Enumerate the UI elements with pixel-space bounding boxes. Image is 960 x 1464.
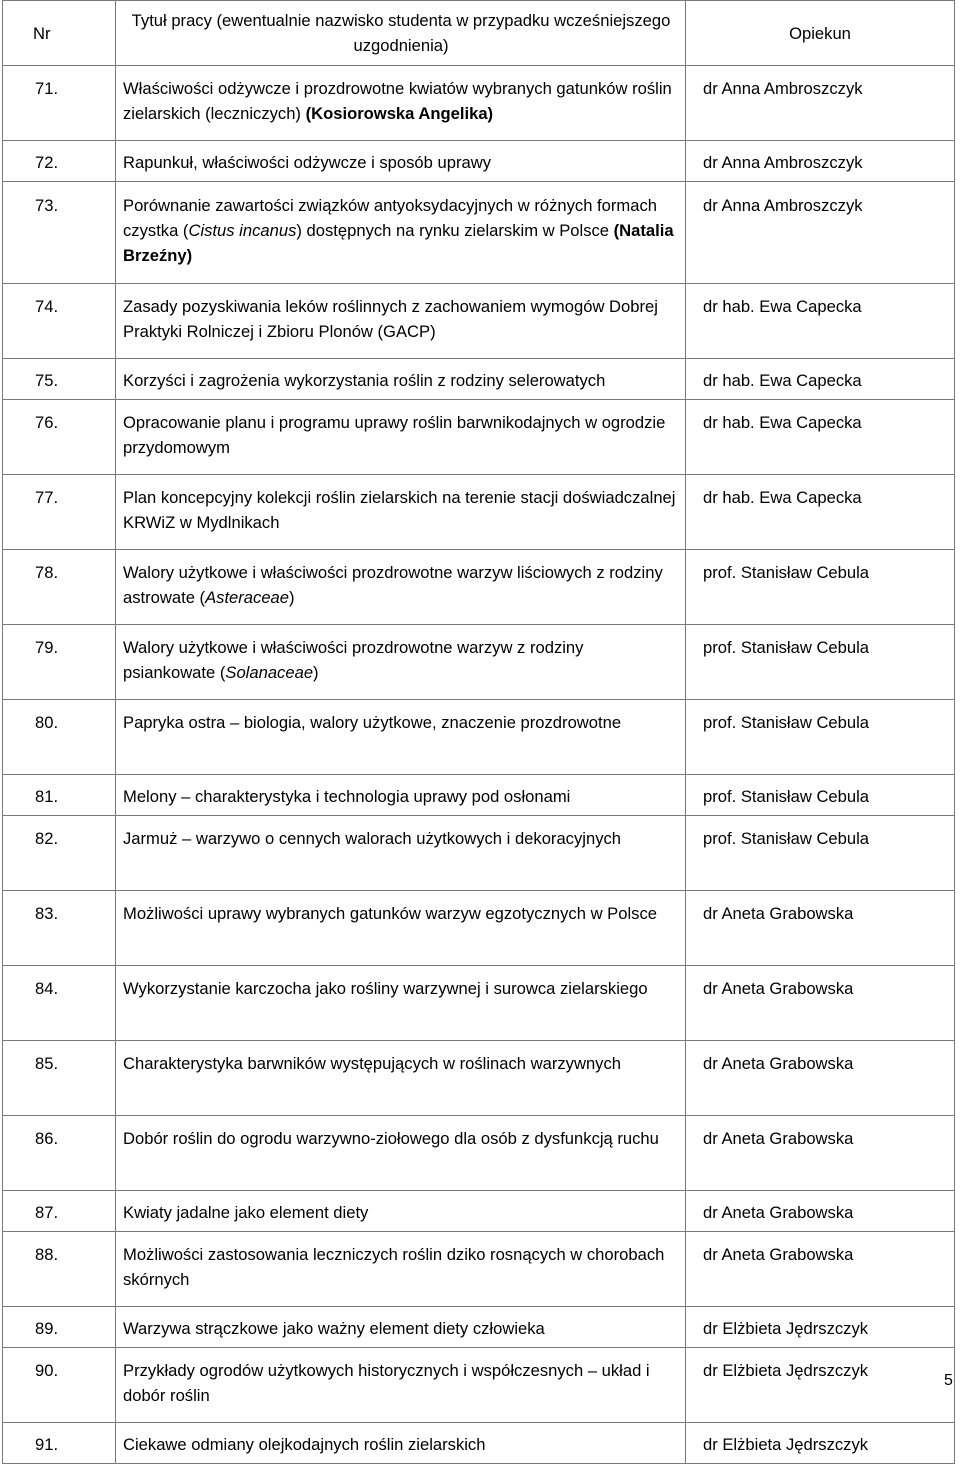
student-name: (Natalia Brzeźny) [123, 221, 674, 265]
thesis-title: Wykorzystanie karczocha jako rośliny warzywnej i surowca zielarskiego [116, 966, 686, 1041]
latin-name: Cistus incanus [188, 221, 297, 240]
thesis-title: Warzywa strączkowe jako ważny element diety człowieka [116, 1307, 686, 1348]
supervisor-name: dr Aneta Grabowska [686, 1041, 955, 1116]
header-supervisor: Opiekun [686, 1, 955, 66]
thesis-title: Charakterystyka barwników występujących w roślinach warzywnych [116, 1041, 686, 1116]
title-text: Walory użytkowe i właściwości prozdrowotne warzyw z rodziny psiankowate ( [123, 638, 584, 682]
supervisor-name: prof. Stanisław Cebula [686, 700, 955, 775]
table-row [3, 700, 955, 775]
row-number: 88. [3, 1232, 116, 1307]
thesis-title: Papryka ostra – biologia, walory użytkowe, znaczenie prozdrowotne [116, 700, 686, 775]
header-title: Tytuł pracy (ewentualnie nazwisko studenta w przypadku wcześniejszego uzgodnienia) [116, 1, 686, 66]
table-row [3, 1116, 955, 1191]
row-number: 80. [3, 700, 116, 775]
supervisor-name: dr hab. Ewa Capecka [686, 475, 955, 550]
supervisor-name: dr Elżbieta Jędrszczyk [686, 1423, 955, 1464]
table-row [3, 775, 955, 816]
title-text: Porównanie zawartości związków antyoksydacyjnych w różnych formach czystka ( [123, 196, 657, 240]
supervisor-name: dr Anna Ambroszczyk [686, 141, 955, 182]
thesis-title: Ciekawe odmiany olejkodajnych roślin zielarskich [116, 1423, 686, 1464]
table-row [3, 182, 955, 284]
row-number: 71. [3, 66, 116, 141]
table-row [3, 625, 955, 700]
row-number: 87. [3, 1191, 116, 1232]
thesis-title: Rapunkuł, właściwości odżywcze i sposób uprawy [116, 141, 686, 182]
thesis-title: Jarmuż – warzywo o cennych walorach użytkowych i dekoracyjnych [116, 816, 686, 891]
table-row [3, 550, 955, 625]
row-number: 76. [3, 400, 116, 475]
table-row [3, 966, 955, 1041]
thesis-title: Korzyści i zagrożenia wykorzystania roślin z rodziny selerowatych [116, 359, 686, 400]
row-number: 79. [3, 625, 116, 700]
header-nr: Nr [3, 1, 116, 66]
supervisor-name: dr Aneta Grabowska [686, 1232, 955, 1307]
page-number: 5 [944, 1372, 953, 1389]
supervisor-name: dr Aneta Grabowska [686, 1191, 955, 1232]
supervisor-name: dr hab. Ewa Capecka [686, 284, 955, 359]
row-number: 81. [3, 775, 116, 816]
table-row [3, 400, 955, 475]
supervisor-name: dr Anna Ambroszczyk [686, 66, 955, 141]
row-number: 78. [3, 550, 116, 625]
table-row [3, 1307, 955, 1348]
title-text: ) [289, 588, 295, 607]
table-row [3, 284, 955, 359]
supervisor-name: dr Aneta Grabowska [686, 1116, 955, 1191]
row-number: 74. [3, 284, 116, 359]
thesis-title [116, 625, 686, 700]
supervisor-name: prof. Stanisław Cebula [686, 550, 955, 625]
thesis-title: Dobór roślin do ogrodu warzywno-ziołowego dla osób z dysfunkcją ruchu [116, 1116, 686, 1191]
title-text: ) dostępnych na rynku zielarskim w Polsce [296, 221, 614, 240]
row-number: 77. [3, 475, 116, 550]
table-row [3, 1232, 955, 1307]
student-name: (Kosiorowska Angelika) [305, 104, 494, 123]
thesis-title [116, 66, 686, 141]
thesis-title [116, 182, 686, 284]
thesis-title: Przykłady ogrodów użytkowych historycznych i współczesnych – układ i dobór roślin [116, 1348, 686, 1423]
supervisor-name: dr Aneta Grabowska [686, 966, 955, 1041]
latin-name: Asteraceae [205, 588, 290, 607]
thesis-title: Opracowanie planu i programu uprawy roślin barwnikodajnych w ogrodzie przydomowym [116, 400, 686, 475]
table-row [3, 141, 955, 182]
table-row [3, 891, 955, 966]
table-row [3, 816, 955, 891]
supervisor-name: dr Anna Ambroszczyk [686, 182, 955, 284]
row-number: 86. [3, 1116, 116, 1191]
table-row [3, 1423, 955, 1464]
row-number: 89. [3, 1307, 116, 1348]
latin-name: Solanaceae [225, 663, 314, 682]
row-number: 75. [3, 359, 116, 400]
row-number: 73. [3, 182, 116, 284]
table-row [3, 359, 955, 400]
thesis-topics-table [2, 0, 955, 1464]
thesis-title: Melony – charakterystyka i technologia uprawy pod osłonami [116, 775, 686, 816]
supervisor-name: dr hab. Ewa Capecka [686, 359, 955, 400]
table-header-row [3, 1, 955, 66]
supervisor-name: dr hab. Ewa Capecka [686, 400, 955, 475]
supervisor-name: dr Elżbieta Jędrszczyk [686, 1307, 955, 1348]
row-number: 72. [3, 141, 116, 182]
row-number: 84. [3, 966, 116, 1041]
thesis-title: Zasady pozyskiwania leków roślinnych z zachowaniem wymogów Dobrej Praktyki Rolniczej i Zbioru Plonów (GACP) [116, 284, 686, 359]
thesis-title [116, 550, 686, 625]
table-row [3, 1041, 955, 1116]
row-number: 90. [3, 1348, 116, 1423]
row-number: 82. [3, 816, 116, 891]
thesis-title: Możliwości uprawy wybranych gatunków warzyw egzotycznych w Polsce [116, 891, 686, 966]
thesis-title: Plan koncepcyjny kolekcji roślin zielarskich na terenie stacji doświadczalnej KRWiZ w Mydlnikach [116, 475, 686, 550]
supervisor-name: prof. Stanisław Cebula [686, 625, 955, 700]
supervisor-name: prof. Stanisław Cebula [686, 775, 955, 816]
title-text: Walory użytkowe i właściwości prozdrowotne warzyw liściowych z rodziny astrowate ( [123, 563, 663, 607]
title-text: Właściwości odżywcze i prozdrowotne kwiatów wybranych gatunków roślin zielarskich (leczniczych) [123, 79, 672, 123]
supervisor-name: dr Aneta Grabowska [686, 891, 955, 966]
row-number: 83. [3, 891, 116, 966]
row-number: 91. [3, 1423, 116, 1464]
table-row [3, 1191, 955, 1232]
supervisor-name: prof. Stanisław Cebula [686, 816, 955, 891]
thesis-title: Możliwości zastosowania leczniczych roślin dziko rosnących w chorobach skórnych [116, 1232, 686, 1307]
title-text: ) [313, 663, 319, 682]
table-row [3, 1348, 955, 1423]
row-number: 85. [3, 1041, 116, 1116]
table-row [3, 66, 955, 141]
thesis-title: Kwiaty jadalne jako element diety [116, 1191, 686, 1232]
supervisor-name: dr Elżbieta Jędrszczyk [686, 1348, 955, 1423]
table-row [3, 475, 955, 550]
